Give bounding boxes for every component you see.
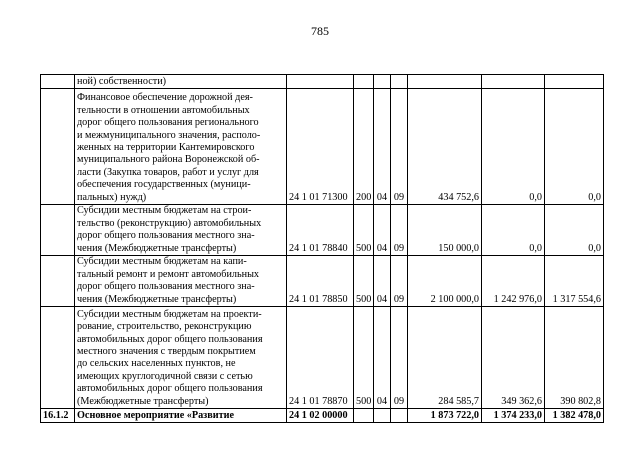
row-name: ной) собственности) — [75, 75, 287, 89]
row-amount-3: 390 802,8 — [545, 307, 604, 409]
row-name: Финансовое обеспечение дорожной дея- тельности в отношении автомобильных дорог общего пользования регионального и межмуниципального значения, располо- женных на территории Кантемировского муниципального района Воронежской об- ласти (Закупка товаров, работ и услуг для обеспечения государственных (муници- пальных) нужд) — [75, 89, 287, 205]
budget-table — [40, 74, 604, 423]
row-vr: 500 — [354, 256, 374, 307]
row-name: Субсидии местным бюджетам на капи- тальный ремонт и ремонт автомобильных дорог общего пользования местного зна- чения (Межбюджетные трансферты) — [75, 256, 287, 307]
row-rz — [374, 75, 391, 89]
table-row — [41, 307, 604, 409]
table-row — [41, 89, 604, 205]
row-name: Субсидии местным бюджетам на проекти- рование, строительство, реконструкцию автомобильных дорог общего пользования местного значения с твердым покрытием до сельских населенных пунктов, не имеющих круглогодичной связи с сетью автомобильных дорог общего пользования (Межбюджетные трансферты) — [75, 307, 287, 409]
row-number: 16.1.2 — [41, 409, 75, 423]
row-pr: 09 — [391, 256, 408, 307]
row-vr: 500 — [354, 307, 374, 409]
row-rz — [374, 409, 391, 423]
table-row — [41, 256, 604, 307]
row-amount-1 — [408, 75, 482, 89]
row-amount-2 — [482, 75, 545, 89]
row-number — [41, 307, 75, 409]
row-amount-3: 0,0 — [545, 89, 604, 205]
table-row — [41, 409, 604, 423]
row-number — [41, 205, 75, 256]
row-amount-2: 0,0 — [482, 89, 545, 205]
row-pr — [391, 409, 408, 423]
row-vr: 500 — [354, 205, 374, 256]
row-code: 24 1 01 78870 — [287, 307, 354, 409]
row-vr — [354, 409, 374, 423]
table-row — [41, 75, 604, 89]
row-rz: 04 — [374, 256, 391, 307]
row-code — [287, 75, 354, 89]
row-code: 24 1 01 71300 — [287, 89, 354, 205]
row-vr: 200 — [354, 89, 374, 205]
row-amount-3: 1 317 554,6 — [545, 256, 604, 307]
row-rz: 04 — [374, 205, 391, 256]
row-number — [41, 89, 75, 205]
row-pr: 09 — [391, 307, 408, 409]
row-amount-1: 284 585,7 — [408, 307, 482, 409]
row-rz: 04 — [374, 89, 391, 205]
row-amount-3: 0,0 — [545, 205, 604, 256]
row-amount-2: 1 374 233,0 — [482, 409, 545, 423]
row-pr — [391, 75, 408, 89]
row-amount-1: 434 752,6 — [408, 89, 482, 205]
row-number — [41, 256, 75, 307]
row-amount-2: 1 242 976,0 — [482, 256, 545, 307]
row-number — [41, 75, 75, 89]
row-vr — [354, 75, 374, 89]
row-code: 24 1 02 00000 — [287, 409, 354, 423]
table-row — [41, 205, 604, 256]
row-pr: 09 — [391, 89, 408, 205]
page-number: 785 — [311, 24, 329, 38]
row-amount-2: 0,0 — [482, 205, 545, 256]
row-amount-2: 349 362,6 — [482, 307, 545, 409]
row-amount-3: 1 382 478,0 — [545, 409, 604, 423]
row-name: Основное мероприятие «Развитие — [75, 409, 287, 423]
row-pr: 09 — [391, 205, 408, 256]
row-rz: 04 — [374, 307, 391, 409]
row-amount-1: 2 100 000,0 — [408, 256, 482, 307]
row-name: Субсидии местным бюджетам на строи- тельство (реконструкцию) автомобильных дорог общего пользования местного зна- чения (Межбюджетные трансферты) — [75, 205, 287, 256]
row-code: 24 1 01 78840 — [287, 205, 354, 256]
row-amount-1: 150 000,0 — [408, 205, 482, 256]
row-code: 24 1 01 78850 — [287, 256, 354, 307]
row-amount-3 — [545, 75, 604, 89]
row-amount-1: 1 873 722,0 — [408, 409, 482, 423]
